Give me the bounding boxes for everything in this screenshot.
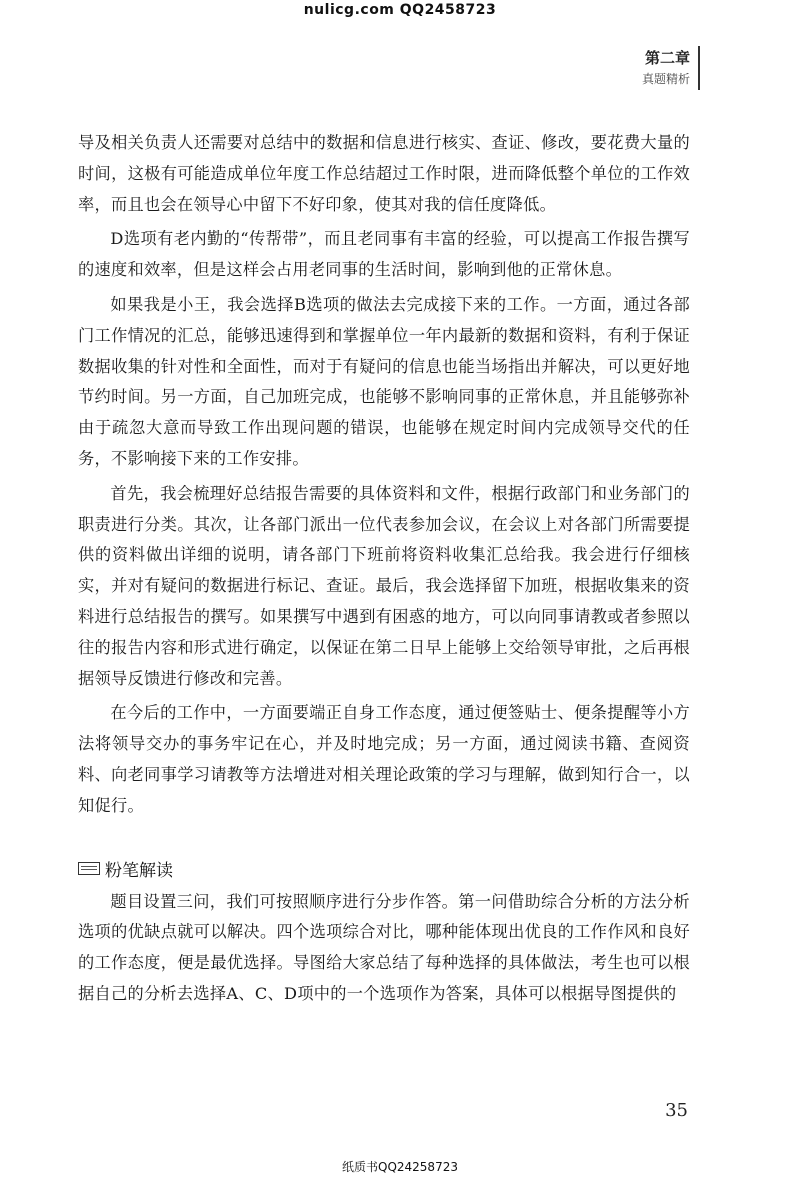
section-paragraph: 题目设置三问，我们可按照顺序进行分步作答。第一问借助综合分析的方法分析选项的优缺点就可以解决。四个选项综合对比，哪种能体现出优良的工作作风和良好的工作态度，便是最优选择。导图给大家总结了每种选择的具体做法，考生也可以根据自己的分析去选择A、C、D项中的一个选项作为答案，具体可以根据导图提供的 — [78, 891, 690, 1003]
section-title: 粉笔解读 — [105, 860, 173, 881]
page-number: 35 — [665, 1100, 688, 1121]
section-heading — [78, 856, 690, 881]
top-watermark: nulicg.com QQ2458723 — [303, 2, 497, 18]
chapter-subtitle: 真题精析 — [641, 72, 690, 86]
chapter-header — [642, 48, 690, 88]
chapter-title: 第二章 — [644, 49, 690, 67]
page-content — [78, 128, 690, 1010]
bottom-watermark: 纸质书QQ24258723 — [342, 1160, 458, 1174]
paragraph: 在今后的工作中，一方面要端正自身工作态度，通过便签贴士、便条提醒等小方法将领导交办的事务牢记在心，并及时地完成；另一方面，通过阅读书籍、查阅资料、向老同事学习请教等方法增进对相关理论政策的学习与理解，做到知行合一，以知促行。 — [78, 703, 690, 815]
paragraph: 如果我是小王，我会选择B选项的做法去完成接下来的工作。一方面，通过各部门工作情况的汇总，能够迅速得到和掌握单位一年内最新的数据和资料，有利于保证数据收集的针对性和全面性，而对于有疑问的信息也能当场指出并解决，可以更好地节约时间。另一方面，自己加班完成，也能够不影响同事的正常休息，并且能够弥补由于疏忽大意而导致工作出现问题的错误，也能够在规定时间内完成领导交代的任务，不影响接下来的工作安排。 — [78, 294, 690, 468]
section-marker-icon — [78, 862, 100, 875]
paragraph-continued: 导及相关负责人还需要对总结中的数据和信息进行核实、查证、修改，要花费大量的时间，这极有可能造成单位年度工作总结超过工作时限，进而降低整个单位的工作效率，而且也会在领导心中留下不好印象，使其对我的信任度降低。 — [78, 133, 690, 214]
chapter-divider-bar — [698, 46, 700, 90]
paragraph: D选项有老内勤的“传帮带”，而且老同事有丰富的经验，可以提高工作报告撰写的速度和效率，但是这样会占用老同事的生活时间，影响到他的正常休息。 — [78, 229, 690, 280]
paragraph: 首先，我会梳理好总结报告需要的具体资料和文件，根据行政部门和业务部门的职责进行分类。其次，让各部门派出一位代表参加会议，在会议上对各部门所需要提供的资料做出详细的说明，请各部门下班前将资料收集汇总给我。我会进行仔细核实，并对有疑问的数据进行标记、查证。最后，我会选择留下加班，根据收集来的资料进行总结报告的撰写。如果撰写中遇到有困惑的地方，可以向同事请教或者参照以往的报告内容和形式进行确定，以保证在第二日早上能够上交给领导审批，之后再根据领导反馈进行修改和完善。 — [78, 483, 690, 688]
